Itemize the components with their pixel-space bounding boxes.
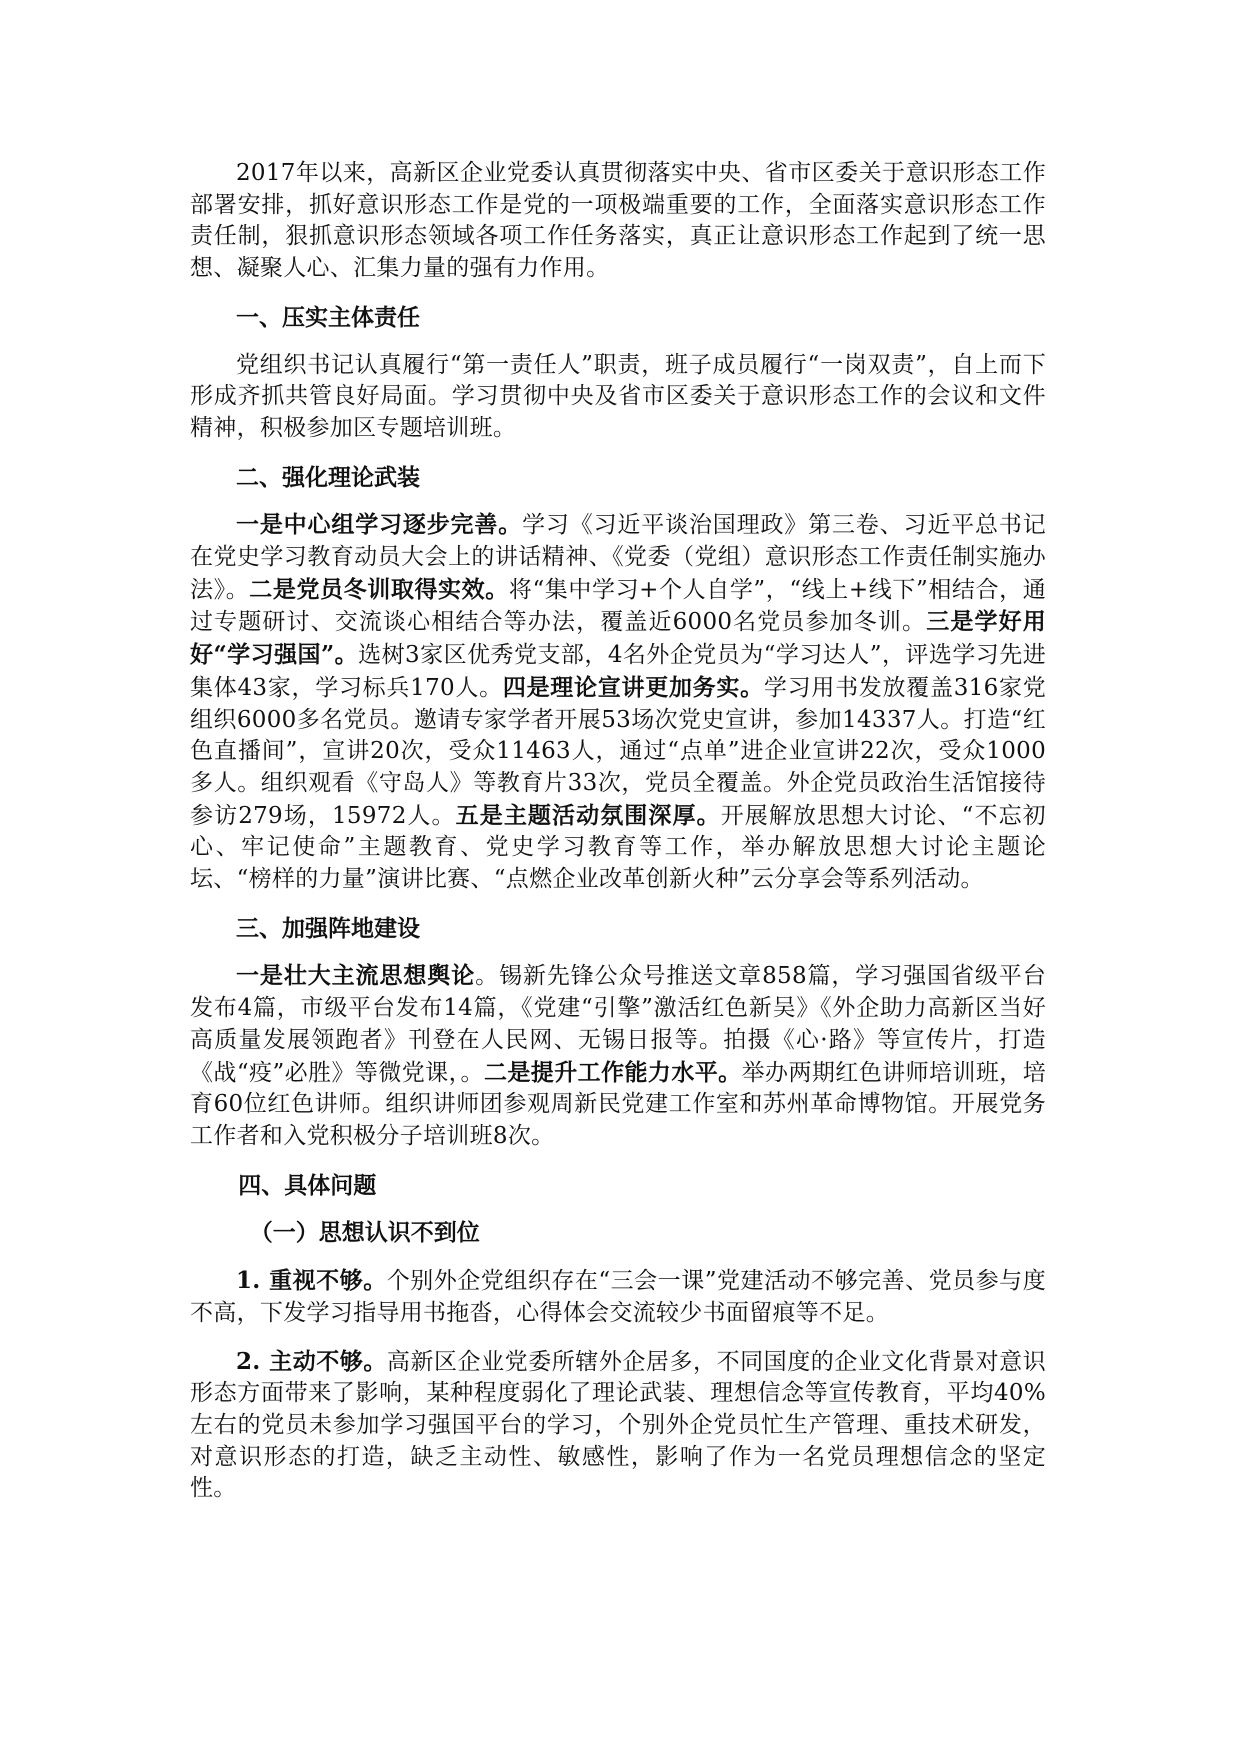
s3-point-2-text: 举办两期红色讲师培训班，培育60位红色讲师。组织讲师团参观周新民党建工作室和苏州革命博物馆。开展党务工作者和入党积极分子培训班8次。 (190, 1059, 1046, 1149)
section-1-paragraph: 党组织书记认真履行“第一责任人”职责，班子成员履行“一岗双责”，自上而下形成齐抓共管良好局面。学习贯彻中央及省市区委关于意识形态工作的会议和文件精神，积极参加区专题培训班。 (190, 351, 1046, 441)
problem-item-1 (190, 1265, 1046, 1329)
point-2-lead: 二是党员冬训取得实效。 (249, 575, 509, 603)
section-3-heading: 三、加强阵地建设 (236, 914, 420, 942)
point-1-text: 学习《习近平谈治国理政》第三卷、习近平总书记在党史学习教育动员大会上的讲话精神、《党委（党组）意识形态工作责任制实施办法》。 (190, 512, 1046, 603)
point-3-lead: 三是学好用好“学习强国”。 (190, 608, 1047, 669)
problem-item-2-text: 高新区企业党委所辖外企居多，不同国度的企业文化背景对意识形态方面带来了影响，某种程度弱化了理论武装、理想信念等宣传教育，平均40%左右的党员未参加学习强国平台的学习，个别外企党员忙生产管理、重技术研发，对意识形态的打造，缺乏主动性、敏感性，影响了作为一名党员理想信念的坚定性。 (190, 1348, 1046, 1502)
subsection-1-heading: （一）思想认识不到位 (249, 1219, 480, 1247)
s3-point-2-lead: 二是提升工作能力水平。 (483, 1058, 742, 1086)
point-5-lead: 五是主题活动氛围深厚。 (455, 801, 721, 829)
problem-item-2 (190, 1346, 1046, 1506)
document-page (190, 158, 1046, 1505)
problem-item-1-text: 个别外企党组织存在“三会一课”党建活动不够完善、党员参与度不高，下发学习指导用书拖沓，心得体会交流较少书面留痕等不足。 (190, 1268, 1046, 1326)
problem-item-2-lead: 2. 主动不够。 (236, 1347, 387, 1375)
section-3-paragraph (190, 960, 1046, 1152)
point-4-text: 学习用书发放覆盖316家党组织6000多名党员。邀请专家学者开展53场次党史宣讲，参加14337人。打造“红色直播间”，宣讲20次，受众11463人，通过“点单”进企业宣讲22次，受众1000多人。组织观看《守岛人》等教育片33次，党员全覆盖。外企党员政治生活馆接待参访279场，15972人。 (190, 674, 1046, 829)
point-1-lead: 一是中心组学习逐步完善。 (236, 511, 523, 539)
section-2-paragraph (190, 509, 1046, 895)
intro-paragraph: 2017年以来，高新区企业党委认真贯彻落实中央、省市区委关于意识形态工作部署安排，抓好意识形态工作是党的一项极端重要的工作，全面落实意识形态工作责任制，狠抓意识形态领域各项工作任务落实，真正让意识形态工作起到了统一思想、凝聚人心、汇集力量的强有力作用。 (190, 160, 1046, 282)
point-2-text: 将“集中学习+个人自学”，“线上+线下”相结合，通过专题研讨、交流谈心相结合等办法，覆盖近6000名党员参加冬训。 (190, 576, 1046, 636)
point-5-text: 开展解放思想大讨论、“不忘初心、牢记使命”主题教育、党史学习教育等工作，举办解放思想大讨论主题论坛、“榜样的力量”演讲比赛、“点燃企业改革创新火种”云分享会等系列活动。 (190, 802, 1046, 893)
point-4-lead: 四是理论宣讲更加务实。 (502, 673, 764, 701)
section-1-heading: 一、压实主体责任 (236, 303, 420, 331)
problem-item-1-lead: 1. 重视不够。 (236, 1267, 387, 1295)
section-4-heading: 四、具体问题 (238, 1171, 377, 1199)
s3-point-1-text: 。锡新先锋公众号推送文章858篇，学习强国省级平台发布4篇，市级平台发布14篇，《党建“引擎”激活红色新吴》《外企助力高新区当好高质量发展领跑者》刊登在人民网、无锡日报等。拍摄《心·路》等宣传片，打造《战“疫”必胜》等微党课，。 (190, 963, 1046, 1086)
point-3-text: 选树3家区优秀党支部，4名外企党员为“学习达人”，评选学习先进集体43家，学习标兵170人。 (190, 642, 1046, 701)
s3-point-1-lead: 一是壮大主流思想舆论 (236, 962, 476, 990)
section-2-heading: 二、强化理论武装 (236, 463, 420, 491)
